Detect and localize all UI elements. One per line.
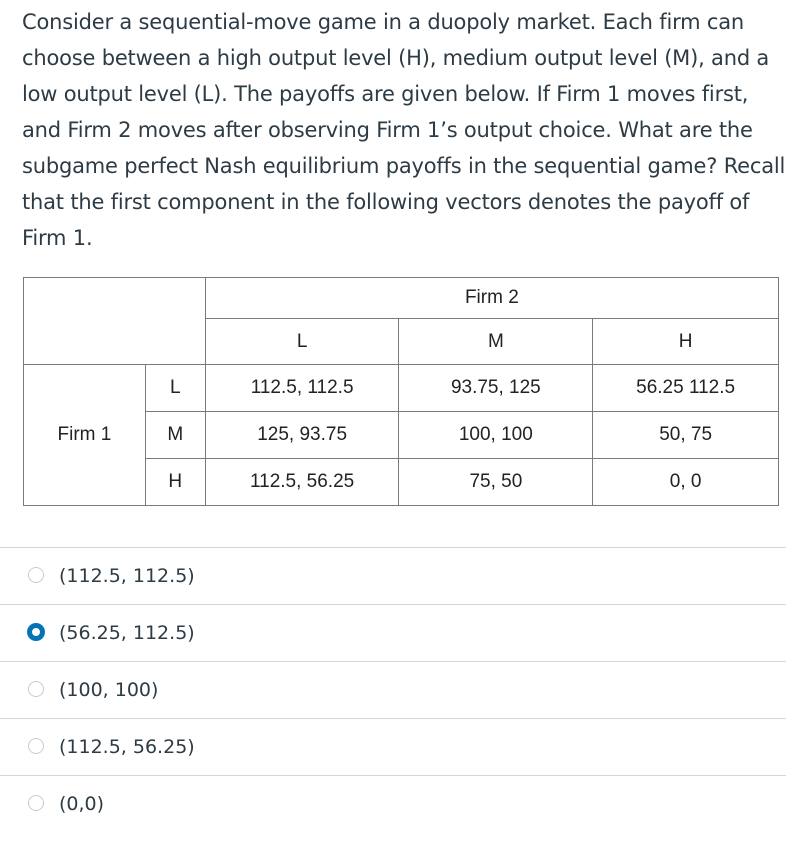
answer-option-label: (112.5, 56.25) bbox=[59, 736, 195, 758]
answer-option-4[interactable] bbox=[0, 718, 786, 775]
column-header-m: M bbox=[399, 319, 593, 365]
row-player-label: Firm 1 bbox=[24, 365, 146, 506]
answer-option-3[interactable] bbox=[0, 661, 786, 718]
payoff-cell-h-l: 112.5, 56.25 bbox=[205, 459, 399, 506]
payoff-cell-m-m: 100, 100 bbox=[399, 412, 593, 459]
column-player-label: Firm 2 bbox=[205, 278, 778, 319]
radio-button-1[interactable] bbox=[28, 567, 44, 583]
row-header-h: H bbox=[145, 459, 205, 506]
payoff-cell-l-h: 56.25 112.5 bbox=[593, 365, 779, 412]
radio-button-3[interactable] bbox=[28, 681, 44, 697]
radio-button-5[interactable] bbox=[28, 795, 44, 811]
table-corner-cell bbox=[24, 278, 206, 365]
answer-option-label: (112.5, 112.5) bbox=[59, 565, 195, 587]
payoff-cell-l-l: 112.5, 112.5 bbox=[205, 365, 399, 412]
row-header-m: M bbox=[145, 412, 205, 459]
answer-option-1[interactable] bbox=[0, 547, 786, 604]
payoff-cell-m-l: 125, 93.75 bbox=[205, 412, 399, 459]
radio-button-2-selected[interactable] bbox=[27, 623, 45, 641]
answer-option-2[interactable] bbox=[0, 604, 786, 661]
column-header-h: H bbox=[593, 319, 779, 365]
payoff-cell-m-h: 50, 75 bbox=[593, 412, 779, 459]
payoff-cell-h-h: 0, 0 bbox=[593, 459, 779, 506]
payoff-cell-l-m: 93.75, 125 bbox=[399, 365, 593, 412]
answer-option-label: (100, 100) bbox=[59, 679, 159, 701]
answer-option-label: (0,0) bbox=[59, 793, 105, 815]
payoff-cell-h-m: 75, 50 bbox=[399, 459, 593, 506]
column-header-l: L bbox=[205, 319, 399, 365]
row-header-l: L bbox=[145, 365, 205, 412]
question-text: Consider a sequential-move game in a duopoly market. Each firm can choose between a high output level (H), medium output level (M), and a low output level (L). The payoffs are given below. If Firm 1 moves first, and Firm 2 moves after observing Firm 1’s output choice. What are the subgame perfect Nash equilibrium payoffs in the sequential game? Recall that the first component in the following vectors denotes the payoff of Firm 1. bbox=[22, 10, 786, 250]
payoff-matrix bbox=[23, 277, 779, 506]
answer-option-5[interactable] bbox=[0, 775, 786, 832]
answer-options bbox=[0, 547, 786, 832]
answer-option-label: (56.25, 112.5) bbox=[59, 622, 195, 644]
radio-button-4[interactable] bbox=[28, 738, 44, 754]
